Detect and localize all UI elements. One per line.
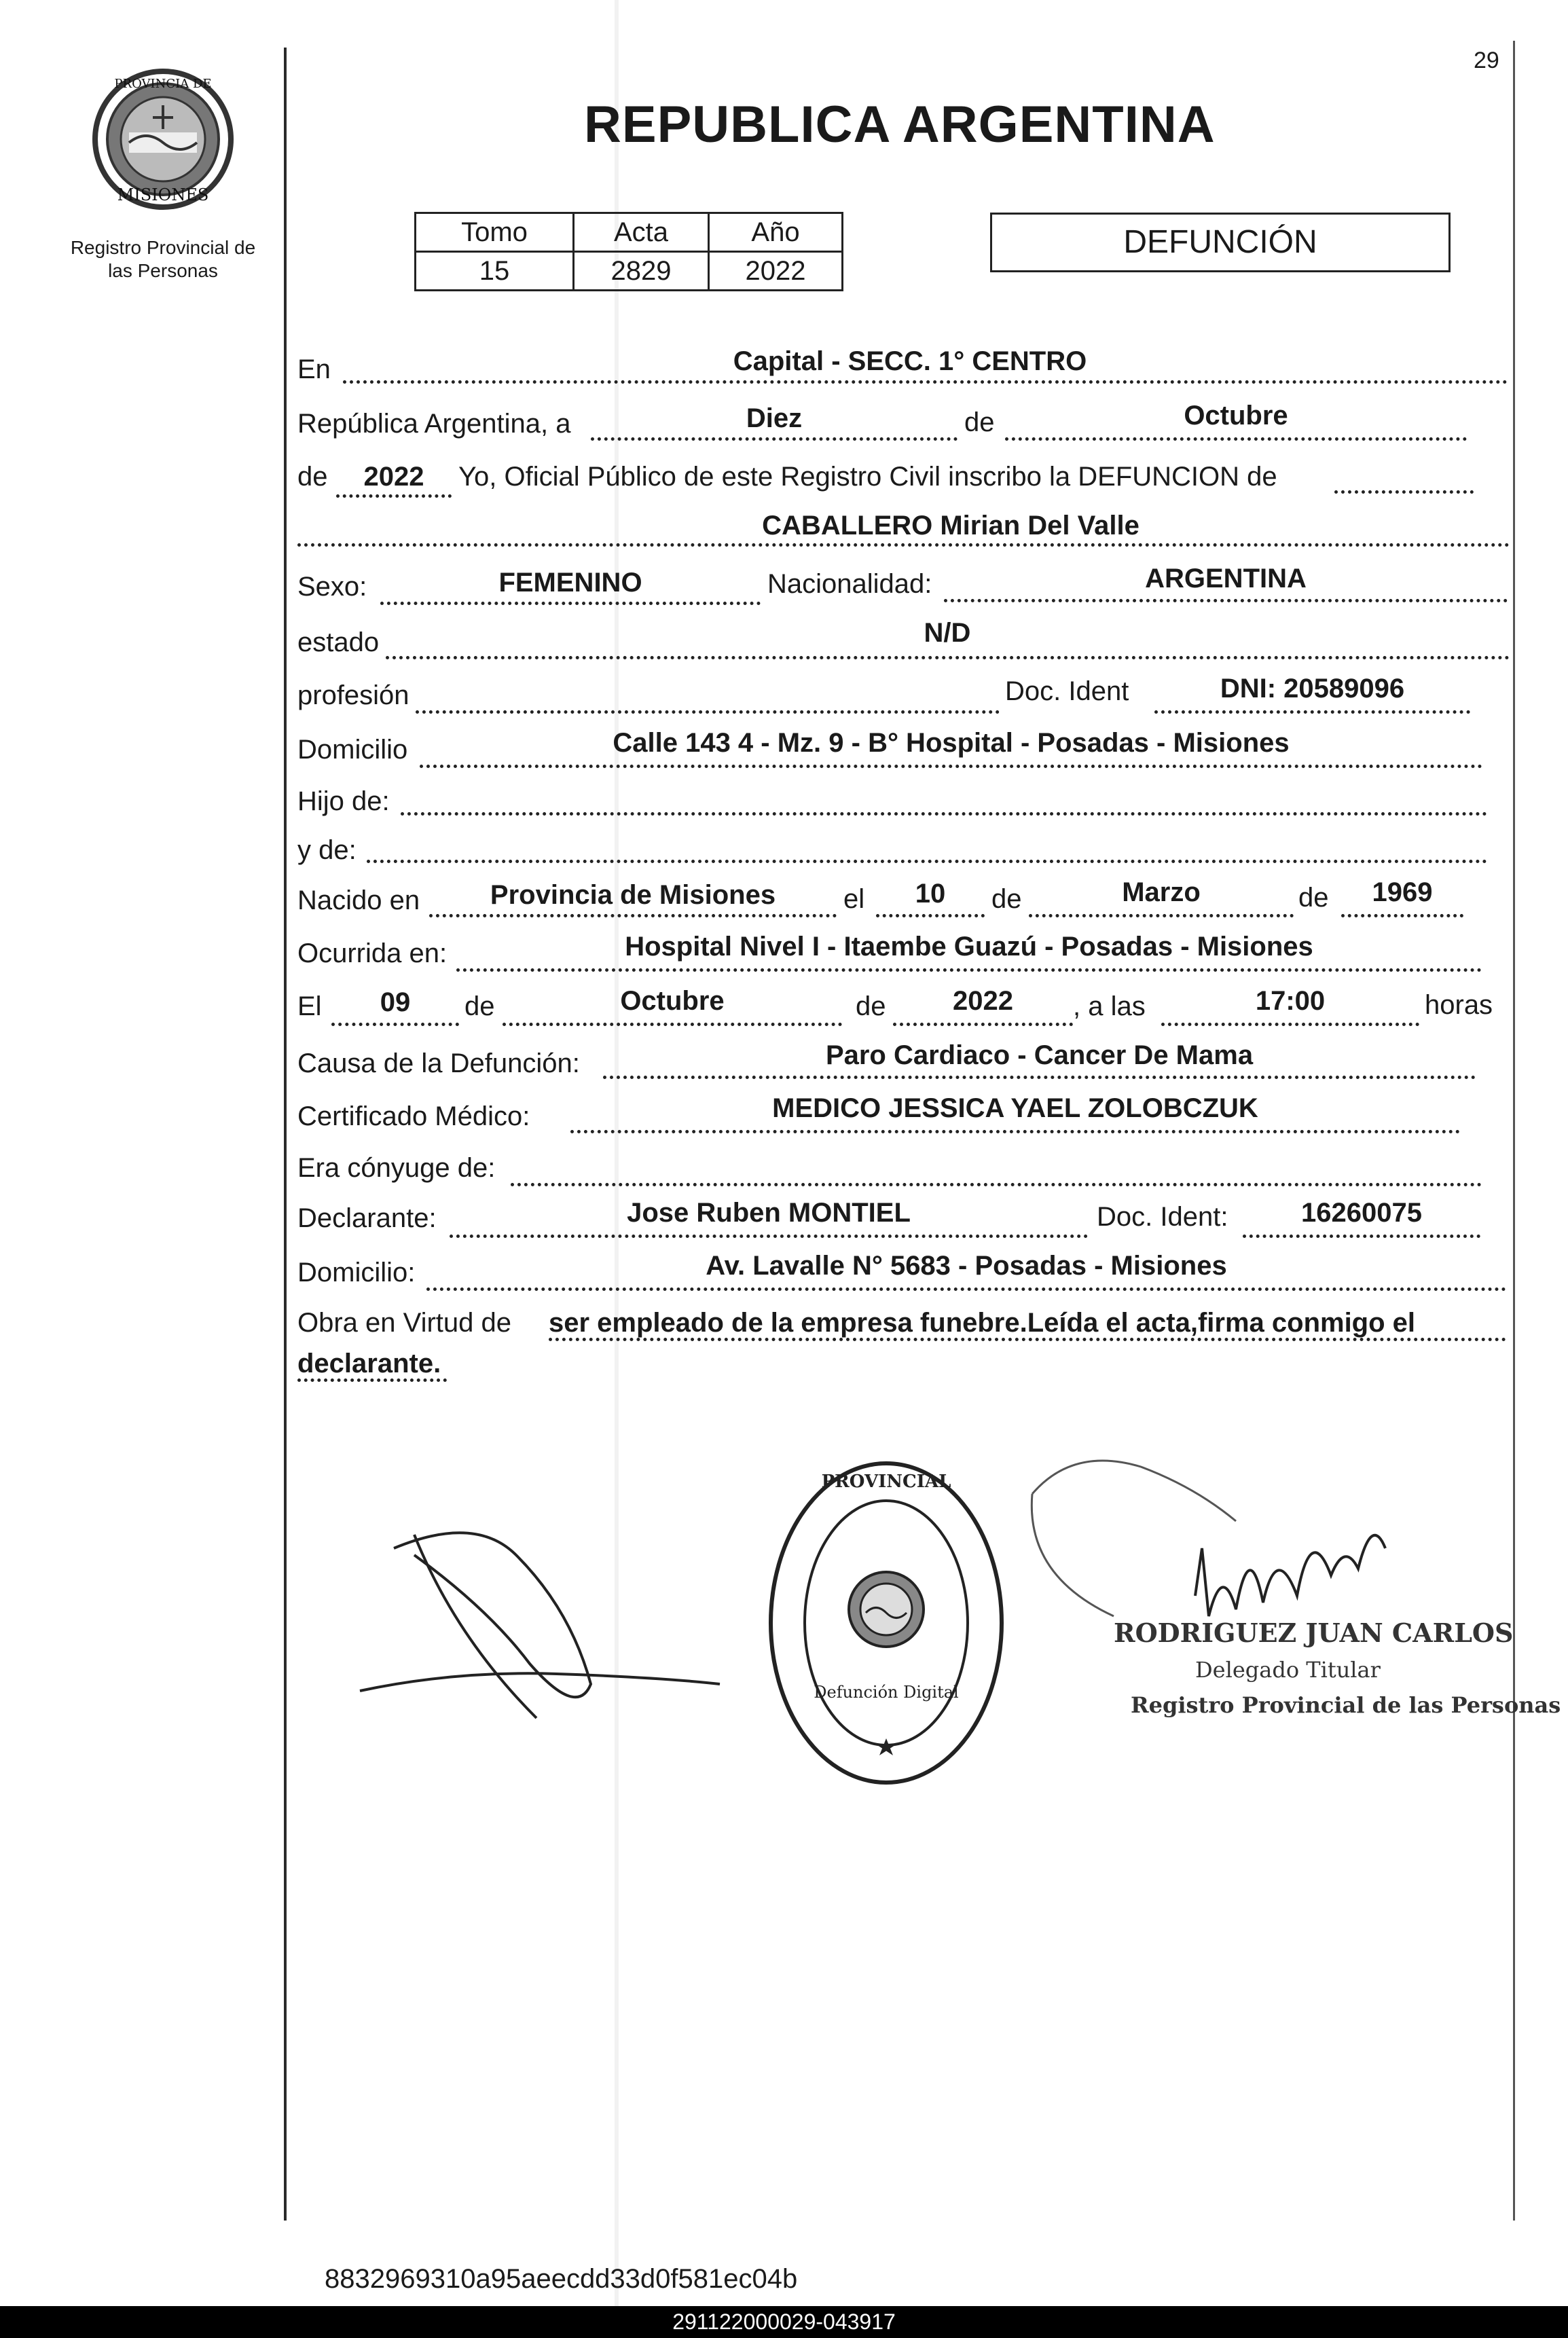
doc-ident-value: 16260075 xyxy=(1301,1198,1422,1228)
official-seal-icon xyxy=(761,1453,1012,1793)
sexo-value: FEMENINO xyxy=(498,568,642,598)
el-label: el xyxy=(843,884,865,914)
death-month: Octubre xyxy=(620,986,725,1016)
table-value-anio: 2022 xyxy=(709,252,843,291)
rep-label: República Argentina, a xyxy=(297,409,571,439)
table-value-acta: 2829 xyxy=(574,252,709,291)
svg-text:PROVINCIAL: PROVINCIAL xyxy=(821,1472,951,1492)
dotted-line xyxy=(876,914,985,917)
doc-ident-label: Doc. Ident: xyxy=(1097,1202,1228,1232)
nacionalidad-label: Nacionalidad: xyxy=(767,569,932,599)
a-las-label: , a las xyxy=(1073,991,1146,1021)
dotted-line xyxy=(429,914,837,917)
ocurrida-label: Ocurrida en: xyxy=(297,938,448,968)
dotted-line xyxy=(1334,490,1474,494)
estado-label: estado xyxy=(297,627,380,657)
provincia-misiones-seal-icon xyxy=(88,65,238,214)
dotted-line xyxy=(591,437,958,441)
left-margin-line xyxy=(284,48,287,2221)
dotted-line xyxy=(511,1183,1482,1186)
dotted-line xyxy=(893,1023,1073,1026)
svg-text:Defunción Digital: Defunción Digital xyxy=(814,1683,959,1702)
domicilio-value: Calle 143 4 - Mz. 9 - B° Hospital - Posadas - Misiones xyxy=(613,728,1290,758)
right-margin-line xyxy=(1513,41,1515,2221)
declarante-value: Jose Ruben MONTIEL xyxy=(627,1198,911,1228)
dotted-line xyxy=(1161,1023,1419,1026)
month-value: Octubre xyxy=(1184,401,1288,431)
declarante-signature xyxy=(353,1514,733,1745)
document-id-bar: 291122000029-043917 xyxy=(0,2306,1568,2338)
dotted-line xyxy=(416,710,1000,714)
official-title: Delegado Titular xyxy=(1195,1657,1381,1683)
domicilio-label: Domicilio xyxy=(297,735,408,765)
profesion-label: profesión xyxy=(297,680,409,710)
dotted-line xyxy=(1243,1235,1480,1238)
y-de-label: y de: xyxy=(297,835,357,865)
obra-value: ser empleado de la empresa funebre.Leída el acta,firma conmigo el xyxy=(549,1308,1416,1338)
table-header-tomo: Tomo xyxy=(416,213,574,252)
obra-label: Obra en Virtud de xyxy=(297,1308,512,1338)
table-header-acta: Acta xyxy=(574,213,709,252)
estado-value: N/D xyxy=(924,618,971,648)
dotted-line xyxy=(336,494,452,498)
dotted-line xyxy=(297,543,1510,547)
dotted-line xyxy=(1154,710,1470,714)
de-label: de xyxy=(1298,883,1329,913)
dotted-line xyxy=(401,812,1487,816)
deceased-name: CABALLERO Mirian Del Valle xyxy=(762,511,1139,541)
year-value: 2022 xyxy=(363,462,424,492)
logo-caption: Registro Provincial de las Personas xyxy=(70,237,256,281)
causa-value: Paro Cardiaco - Cancer De Mama xyxy=(825,1040,1254,1070)
document-hash: 8832969310a95aeecdd33d0f581ec04b xyxy=(325,2264,798,2294)
causa-label: Causa de la Defunción: xyxy=(297,1048,580,1078)
dotted-line xyxy=(603,1076,1476,1079)
nacido-label: Nacido en xyxy=(297,885,420,915)
domicilio-declarante-label: Domicilio: xyxy=(297,1258,416,1287)
official-office: Registro Provincial de las Personas xyxy=(1131,1692,1561,1718)
nacionalidad-value: ARGENTINA xyxy=(1145,564,1307,593)
ocurrida-value: Hospital Nivel I - Itaembe Guazú - Posadas - Misiones xyxy=(625,932,1313,962)
nacido-value: Provincia de Misiones xyxy=(490,880,776,910)
dotted-line xyxy=(426,1287,1506,1291)
de-label: de xyxy=(964,407,995,437)
dotted-line xyxy=(386,656,1510,659)
dotted-line xyxy=(297,1378,447,1382)
dotted-line xyxy=(331,1023,459,1026)
dotted-line xyxy=(380,602,761,605)
birth-day: 10 xyxy=(915,879,946,909)
en-value: Capital - SECC. 1° CENTRO xyxy=(733,346,1087,376)
dotted-line xyxy=(450,1235,1088,1238)
de-label: de xyxy=(464,991,495,1021)
el-label: El xyxy=(297,991,322,1021)
dotted-line xyxy=(1341,914,1463,917)
day-value: Diez xyxy=(746,403,803,433)
dotted-line xyxy=(944,599,1508,602)
doc-ident-value: DNI: 20589096 xyxy=(1220,674,1405,704)
tomo-acta-anio-table xyxy=(414,212,843,291)
svg-text:MISIONES: MISIONES xyxy=(117,185,209,204)
yo-text: Yo, Oficial Público de este Registro Civil inscribo la DEFUNCION de xyxy=(458,462,1277,492)
table-header-anio: Año xyxy=(709,213,843,252)
de-label: de xyxy=(991,884,1022,914)
domicilio-declarante-value: Av. Lavalle N° 5683 - Posadas - Misiones xyxy=(706,1251,1227,1281)
certificado-value: MEDICO JESSICA YAEL ZOLOBCZUK xyxy=(772,1093,1258,1123)
certificado-label: Certificado Médico: xyxy=(297,1101,530,1131)
obra-value-continued: declarante. xyxy=(297,1349,441,1378)
conyuge-label: Era cónyuge de: xyxy=(297,1153,496,1183)
declarante-label: Declarante: xyxy=(297,1203,437,1233)
horas-label: horas xyxy=(1425,990,1493,1020)
en-label: En xyxy=(297,354,331,384)
sexo-label: Sexo: xyxy=(297,572,367,602)
page-number: 29 xyxy=(1474,48,1499,73)
dotted-line xyxy=(570,1130,1460,1133)
death-day: 09 xyxy=(380,987,411,1017)
birth-month: Marzo xyxy=(1122,877,1201,907)
dotted-line xyxy=(343,380,1508,384)
birth-year: 1969 xyxy=(1372,877,1433,907)
dotted-line xyxy=(503,1023,842,1026)
dotted-line xyxy=(549,1338,1506,1341)
table-value-tomo: 15 xyxy=(416,252,574,291)
dotted-line xyxy=(367,860,1487,863)
dotted-line xyxy=(1029,914,1294,917)
hijo-label: Hijo de: xyxy=(297,786,390,816)
official-name: RODRIGUEZ JUAN CARLOS xyxy=(1114,1618,1514,1648)
document-title: REPUBLICA ARGENTINA xyxy=(584,96,1216,153)
dotted-line xyxy=(456,968,1482,972)
doc-ident-label: Doc. Ident xyxy=(1005,676,1129,706)
de-label: de xyxy=(297,462,328,492)
de-label: de xyxy=(856,991,886,1021)
dotted-line xyxy=(1005,437,1467,441)
death-year: 2022 xyxy=(953,986,1013,1016)
death-time: 17:00 xyxy=(1255,986,1326,1016)
document-type-box: DEFUNCIÓN xyxy=(990,213,1451,272)
dotted-line xyxy=(420,765,1482,768)
svg-text:PROVINCIA DE: PROVINCIA DE xyxy=(114,77,212,91)
